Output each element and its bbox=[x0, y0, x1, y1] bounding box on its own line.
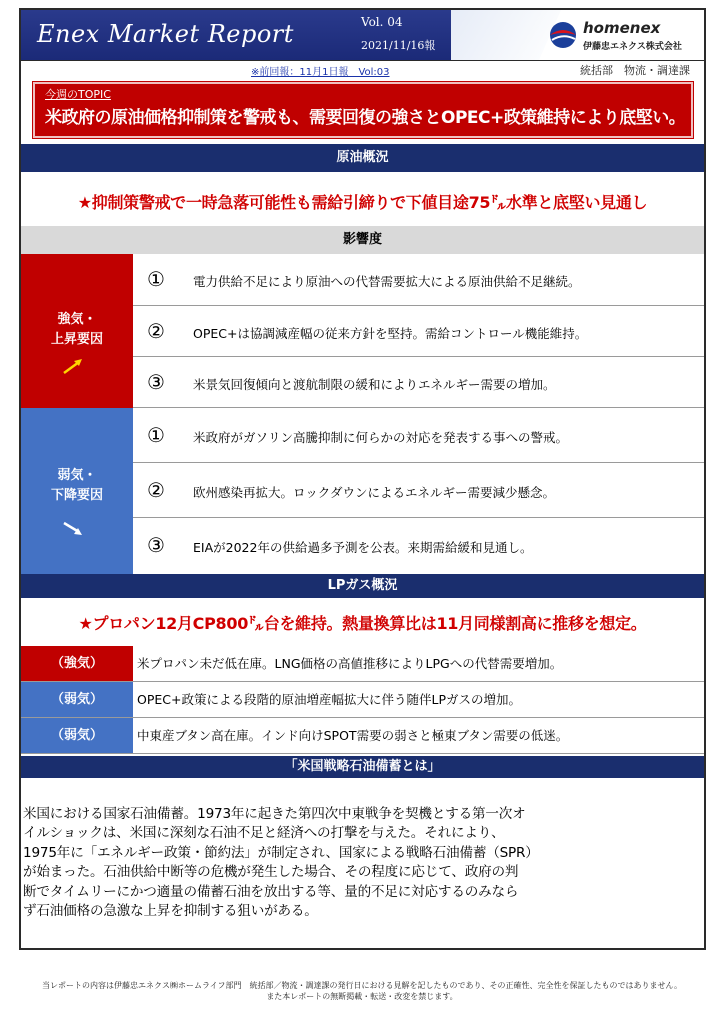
bearish-row-3 bbox=[133, 518, 704, 574]
lpg-headline: ★プロパン12月CP800㌦台を維持。熱量換算比は11月同様割高に推移を想定。 bbox=[78, 614, 647, 633]
lpg-row-2 bbox=[21, 682, 704, 718]
bearish-text-2: 欧州感染再拡大。ロックダウンによるエネルギー需要減少懸念。 bbox=[193, 485, 556, 500]
topic-text: 米政府の原油価格抑制策を警戒も、需要回復の強さとOPEC+政策維持により底堅い。 bbox=[45, 108, 686, 128]
spr-line-1: 米国における国家石油備蓄。1973年に起きた第四次中東戦争を契機とする第一次オ bbox=[23, 806, 526, 822]
disclaimer-line-2: また本レポートの無断掲載・転送・改変を禁じます。 bbox=[266, 992, 458, 1001]
report-header bbox=[21, 10, 704, 60]
spr-body bbox=[23, 805, 704, 921]
disclaimer-footer bbox=[0, 980, 724, 1002]
bullish-text-1: 電力供給不足により原油への代替需要拡大による原油供給不足継続。 bbox=[193, 274, 581, 289]
spr-section-title: 「米国戦略石油備蓄とは」 bbox=[21, 756, 704, 778]
lpg-row-3 bbox=[21, 718, 704, 754]
bearish-label-line2: 下降要因 bbox=[50, 488, 103, 503]
bullish-row-2 bbox=[133, 306, 704, 357]
impact-title: 影響度 bbox=[21, 226, 704, 254]
topic-box bbox=[33, 82, 693, 138]
spr-line-5: 断でタイムリーにかつ適量の備蓄石油を放出する等、量的不足に対応するのみなら bbox=[23, 883, 519, 900]
lpg-text-3: 中東産ブタン高在庫。インド向けSPOT需要の弱さと極東ブタン需要の低迷。 bbox=[137, 728, 569, 743]
bullish-label-line1: 強気・ bbox=[57, 312, 97, 327]
spr-line-6: ず石油価格の急激な上昇を抑制する狙いがある。 bbox=[23, 903, 318, 920]
department-label: 統括部 物流・調達課 bbox=[580, 64, 690, 77]
bullish-label-line2: 上昇要因 bbox=[50, 332, 103, 347]
crude-section-title: 原油概況 bbox=[21, 144, 704, 172]
disclaimer-line-1: 当レポートの内容は伊藤忠エネクス㈱ホームライフ部門 統括部／物流・調達課の発行日における見解を記したものであり、その正確性、完全性を保証したものではありません。 bbox=[42, 981, 682, 990]
lpg-text-1: 米プロパン未だ低在庫。LNG価格の高値推移によりLPGへの代替需要増加。 bbox=[137, 656, 563, 671]
header-band-accent bbox=[451, 10, 561, 60]
volume-number: Vol. 04 bbox=[361, 15, 403, 29]
company-logo bbox=[547, 15, 702, 57]
header-subline bbox=[21, 60, 704, 78]
lpg-tag-1: （強気） bbox=[21, 646, 133, 681]
bullish-label bbox=[21, 254, 133, 408]
logo-company-name: 伊藤忠エネクス株式会社 bbox=[583, 42, 682, 52]
spr-line-4: が始まった。石油供給中断等の危機が発生した場合、その程度に応じて、政府の判 bbox=[23, 864, 519, 881]
lpg-section-title: LPガス概況 bbox=[21, 574, 704, 598]
down-arrow-icon bbox=[61, 516, 85, 540]
bearish-num-2: ② bbox=[147, 478, 165, 502]
bearish-label-line1: 弱気・ bbox=[57, 468, 97, 483]
lpg-row-1 bbox=[21, 646, 704, 682]
up-arrow-icon bbox=[61, 354, 85, 378]
spr-line-3: 1975年に「エネルギー政策・節約法」が制定され、国家による戦略石油備蓄（SPR） bbox=[23, 844, 539, 861]
lpg-tag-3: （弱気） bbox=[21, 718, 133, 753]
logo-globe-icon bbox=[549, 21, 577, 49]
lpg-text-2: OPEC+政策による段階的原油増産幅拡大に伴う随伴LPガスの増加。 bbox=[137, 692, 521, 707]
logo-wordmark: homenex bbox=[583, 19, 661, 37]
bullish-num-1: ① bbox=[147, 267, 165, 291]
bearish-row-1 bbox=[133, 408, 704, 463]
crude-headline: ★抑制策警戒で一時急落可能性も需給引締りで下値目途75㌦水準と底堅い見通し bbox=[77, 193, 648, 212]
bearish-num-3: ③ bbox=[147, 533, 165, 557]
lpg-tag-2: （弱気） bbox=[21, 682, 133, 717]
bullish-num-3: ③ bbox=[147, 370, 165, 394]
previous-issue-link[interactable]: ※前回報：11月1日報 Vol:03 bbox=[251, 67, 390, 78]
bearish-label bbox=[21, 408, 133, 574]
report-title: Enex Market Report bbox=[37, 20, 294, 48]
bullish-row-1 bbox=[133, 254, 704, 306]
report-date: 2021/11/16報 bbox=[361, 39, 436, 52]
topic-label: 今週のTOPIC bbox=[45, 88, 111, 101]
spr-line-2: イルショックは、米国に深刻な石油不足と経済への打撃を与えた。それにより、 bbox=[23, 825, 505, 842]
bearish-text-3: EIAが2022年の供給過多予測を公表。来期需給緩和見通し。 bbox=[193, 540, 533, 555]
bullish-num-2: ② bbox=[147, 319, 165, 343]
bearish-text-1: 米政府がガソリン高騰抑制に何らかの対応を発表する事への警戒。 bbox=[193, 430, 569, 445]
bullish-row-3 bbox=[133, 357, 704, 408]
report-frame bbox=[19, 8, 706, 950]
bullish-text-3: 米景気回復傾向と渡航制限の緩和によりエネルギー需要の増加。 bbox=[193, 377, 556, 392]
bullish-text-2: OPEC+は協調減産幅の従来方針を堅持。需給コントロール機能維持。 bbox=[193, 326, 588, 341]
bearish-num-1: ① bbox=[147, 423, 165, 447]
bearish-row-2 bbox=[133, 463, 704, 518]
